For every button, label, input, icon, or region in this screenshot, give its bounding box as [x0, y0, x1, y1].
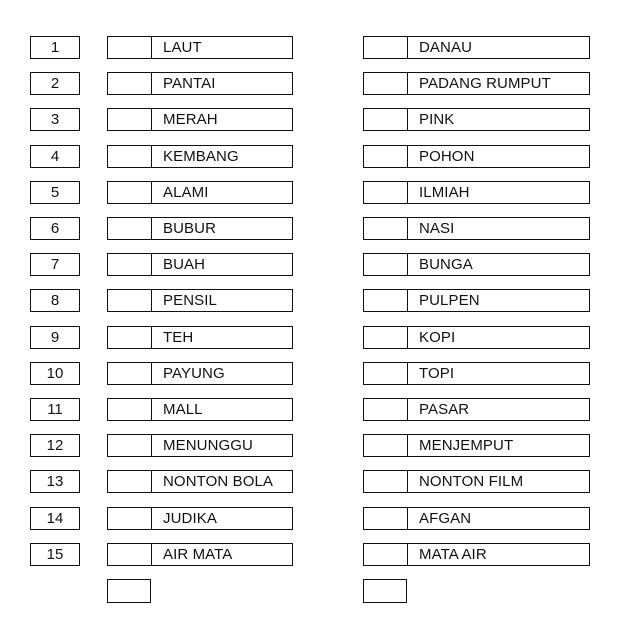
right-word-label: NASI — [419, 220, 455, 237]
left-word-box — [107, 108, 293, 131]
right-answer-slot[interactable] — [364, 471, 408, 492]
right-answer-slot[interactable] — [364, 182, 408, 203]
left-word-label: PAYUNG — [163, 365, 225, 382]
left-word-box — [107, 507, 293, 530]
right-word-label: KOPI — [419, 329, 456, 346]
left-word-label: MERAH — [163, 111, 218, 128]
row-number: 2 — [30, 72, 80, 95]
left-answer-slot[interactable] — [108, 471, 152, 492]
left-word-label: KEMBANG — [163, 148, 239, 165]
right-word-box — [363, 108, 590, 131]
left-word-box — [107, 36, 293, 59]
left-answer-slot[interactable] — [108, 508, 152, 529]
right-answer-slot[interactable] — [364, 327, 408, 348]
left-word-label: PENSIL — [163, 292, 217, 309]
right-answer-slot[interactable] — [364, 399, 408, 420]
right-answer-slot[interactable] — [364, 146, 408, 167]
row-number: 9 — [30, 326, 80, 349]
row-number: 4 — [30, 145, 80, 168]
right-answer-slot[interactable] — [364, 109, 408, 130]
right-word-box — [363, 72, 590, 95]
left-word-label: MENUNGGU — [163, 437, 253, 454]
left-answer-slot[interactable] — [108, 37, 152, 58]
left-word-box — [107, 543, 293, 566]
right-word-label: NONTON FILM — [419, 473, 524, 490]
left-word-box — [107, 434, 293, 457]
left-word-label: AIR MATA — [163, 546, 233, 563]
row-number: 15 — [30, 543, 80, 566]
left-word-label: MALL — [163, 401, 203, 418]
right-word-box — [363, 181, 590, 204]
row-number: 7 — [30, 253, 80, 276]
right-word-box — [363, 398, 590, 421]
row-number: 3 — [30, 108, 80, 131]
right-word-label: BUNGA — [419, 256, 473, 273]
right-answer-slot[interactable] — [364, 37, 408, 58]
right-answer-slot[interactable] — [364, 544, 408, 565]
right-word-label: TOPI — [419, 365, 455, 382]
row-number: 1 — [30, 36, 80, 59]
right-word-label: AFGAN — [419, 510, 472, 527]
left-answer-slot[interactable] — [108, 363, 152, 384]
left-word-box — [107, 326, 293, 349]
right-word-box — [363, 326, 590, 349]
left-answer-slot[interactable] — [108, 73, 152, 94]
right-word-label: MENJEMPUT — [419, 437, 514, 454]
left-word-label: BUBUR — [163, 220, 217, 237]
row-number: 5 — [30, 181, 80, 204]
left-word-label: PANTAI — [163, 75, 216, 92]
left-word-box — [107, 470, 293, 493]
right-answer-slot[interactable] — [364, 73, 408, 94]
left-answer-slot[interactable] — [108, 544, 152, 565]
left-answer-slot[interactable] — [108, 218, 152, 239]
left-word-label: BUAH — [163, 256, 206, 273]
left-word-label: TEH — [163, 329, 194, 346]
right-word-box — [363, 507, 590, 530]
extra-right-score-box[interactable] — [363, 579, 407, 603]
right-word-label: PINK — [419, 111, 455, 128]
right-word-label: ILMIAH — [419, 184, 470, 201]
right-answer-slot[interactable] — [364, 435, 408, 456]
left-word-box — [107, 181, 293, 204]
right-word-label: PADANG RUMPUT — [419, 75, 551, 92]
row-number: 11 — [30, 398, 80, 421]
left-word-label: NONTON BOLA — [163, 473, 274, 490]
right-word-label: POHON — [419, 148, 475, 165]
right-word-box — [363, 362, 590, 385]
left-word-box — [107, 289, 293, 312]
row-number: 10 — [30, 362, 80, 385]
right-word-label: PASAR — [419, 401, 470, 418]
row-number: 13 — [30, 470, 80, 493]
right-answer-slot[interactable] — [364, 290, 408, 311]
right-word-box — [363, 470, 590, 493]
right-answer-slot[interactable] — [364, 363, 408, 384]
left-answer-slot[interactable] — [108, 290, 152, 311]
left-answer-slot[interactable] — [108, 146, 152, 167]
left-answer-slot[interactable] — [108, 435, 152, 456]
right-word-box — [363, 289, 590, 312]
left-word-box — [107, 72, 293, 95]
left-word-box — [107, 253, 293, 276]
left-answer-slot[interactable] — [108, 182, 152, 203]
right-word-label: MATA AIR — [419, 546, 487, 563]
right-word-box — [363, 36, 590, 59]
right-word-label: PULPEN — [419, 292, 480, 309]
row-number: 14 — [30, 507, 80, 530]
right-word-box — [363, 434, 590, 457]
left-word-label: LAUT — [163, 39, 202, 56]
left-word-box — [107, 217, 293, 240]
left-word-label: ALAMI — [163, 184, 209, 201]
left-answer-slot[interactable] — [108, 399, 152, 420]
left-word-box — [107, 362, 293, 385]
right-word-box — [363, 253, 590, 276]
extra-left-score-box[interactable] — [107, 579, 151, 603]
right-answer-slot[interactable] — [364, 254, 408, 275]
row-number: 12 — [30, 434, 80, 457]
left-word-label: JUDIKA — [163, 510, 217, 527]
left-answer-slot[interactable] — [108, 327, 152, 348]
right-word-box — [363, 145, 590, 168]
row-number: 6 — [30, 217, 80, 240]
left-answer-slot[interactable] — [108, 254, 152, 275]
right-word-box — [363, 543, 590, 566]
right-word-box — [363, 217, 590, 240]
right-word-label: DANAU — [419, 39, 473, 56]
right-answer-slot[interactable] — [364, 508, 408, 529]
left-word-box — [107, 145, 293, 168]
right-answer-slot[interactable] — [364, 218, 408, 239]
left-answer-slot[interactable] — [108, 109, 152, 130]
left-word-box — [107, 398, 293, 421]
row-number: 8 — [30, 289, 80, 312]
